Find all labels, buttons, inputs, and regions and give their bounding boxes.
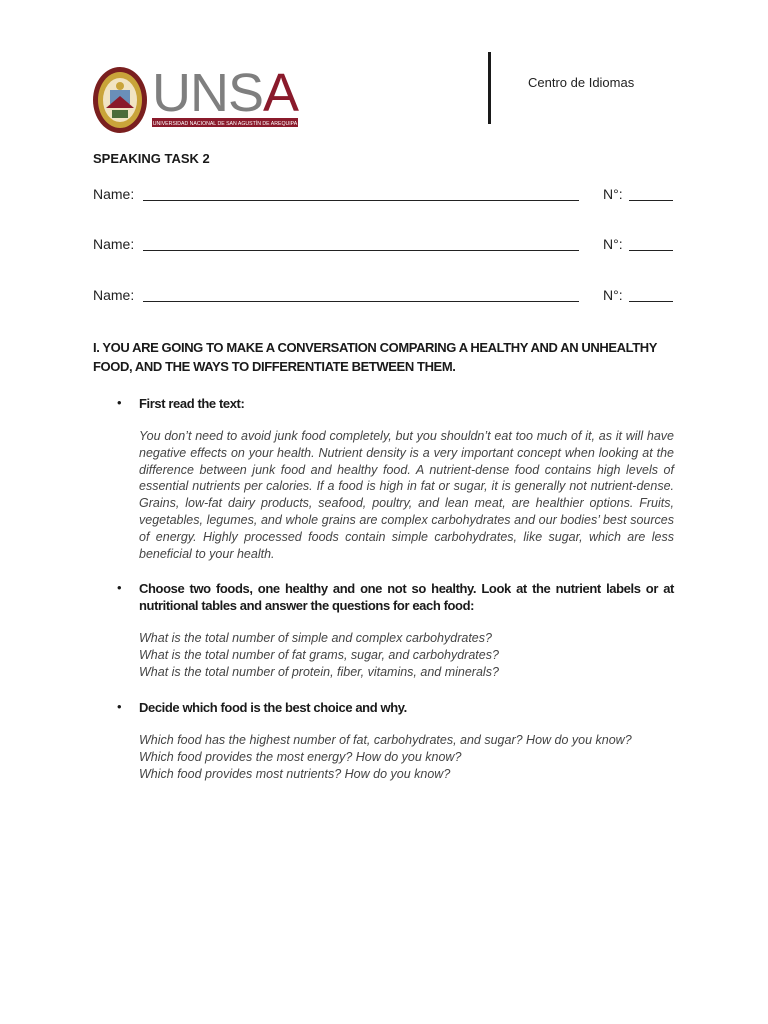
bullet-dot-icon: • (117, 580, 122, 595)
center-title: Centro de Idiomas (528, 75, 635, 90)
name-label: Name: (93, 236, 135, 252)
task-title: SPEAKING TASK 2 (93, 151, 210, 166)
number-field[interactable] (629, 301, 673, 302)
number-label: N°: (603, 186, 623, 202)
name-label: Name: (93, 287, 135, 303)
question-item: Which food provides the most energy? How do you know? (139, 749, 462, 764)
question-item: What is the total number of simple and complex carbohydrates? (139, 631, 492, 645)
bullet-heading: Choose two foods, one healthy and one not so healthy. Look at the nutrient labels or at nutritional tables and answer the questions for each food: (139, 581, 674, 613)
number-field[interactable] (629, 250, 673, 251)
bullet-dot-icon: • (117, 395, 122, 410)
question-item: Which food provides most nutrients? How do you know? (139, 766, 451, 781)
reading-text: You don’t need to avoid junk food completely, but you shouldn’t eat too much of it, as it will have negative effects on your health. Nutrient density is a very important concept when looking at the difference between junk food and healthy food. A nutrient-dense food contains high levels of essential nutrients per calories. If a food is high in fat or sugar, it is generally not nutrient-dense. Grains, low-fat dairy products, seafood, poultry, and lean meat, are healthier options. Fruits, vegetables, legumes, and whole grains are complex carbohydrates and our bodies’ best sources of energy. Highly processed foods contain simple carbohydrates, like sugar, which are less beneficial to your health. (139, 429, 674, 561)
header-divider (488, 52, 491, 124)
question-item: What is the total number of fat grams, sugar, and carbohydrates? (139, 647, 499, 662)
question-item: Which food has the highest number of fat, carbohydrates, and sugar? How do you know? (139, 733, 632, 747)
number-field[interactable] (629, 200, 673, 201)
number-label: N°: (603, 236, 623, 252)
logo-subtitle-text: UNIVERSIDAD NACIONAL DE SAN AGUSTÍN DE AREQUIPA (152, 121, 298, 127)
question-list (139, 732, 674, 782)
question-item: What is the total number of protein, fiber, vitamins, and minerals? (139, 664, 499, 679)
name-field[interactable] (143, 200, 579, 201)
logo-wordmark: UNSA (152, 63, 299, 123)
bullet-dot-icon: • (117, 699, 122, 714)
name-label: Name: (93, 186, 135, 202)
bullet-heading: Decide which food is the best choice and why. (139, 700, 407, 715)
section-title: I. YOU ARE GOING TO MAKE A CONVERSATION COMPARING A HEALTHY AND AN UNHEALTHY FOOD, AND THE WAYS TO DIFFERENTIATE BETWEEN THEM. (93, 340, 657, 374)
name-field[interactable] (143, 301, 579, 302)
unsa-logo (92, 63, 299, 134)
university-seal-icon (92, 66, 150, 134)
logo-subtitle-banner (152, 118, 298, 127)
number-label: N°: (603, 287, 623, 303)
question-list (139, 630, 674, 680)
bullet-heading: First read the text: (139, 396, 245, 411)
name-field[interactable] (143, 250, 579, 251)
